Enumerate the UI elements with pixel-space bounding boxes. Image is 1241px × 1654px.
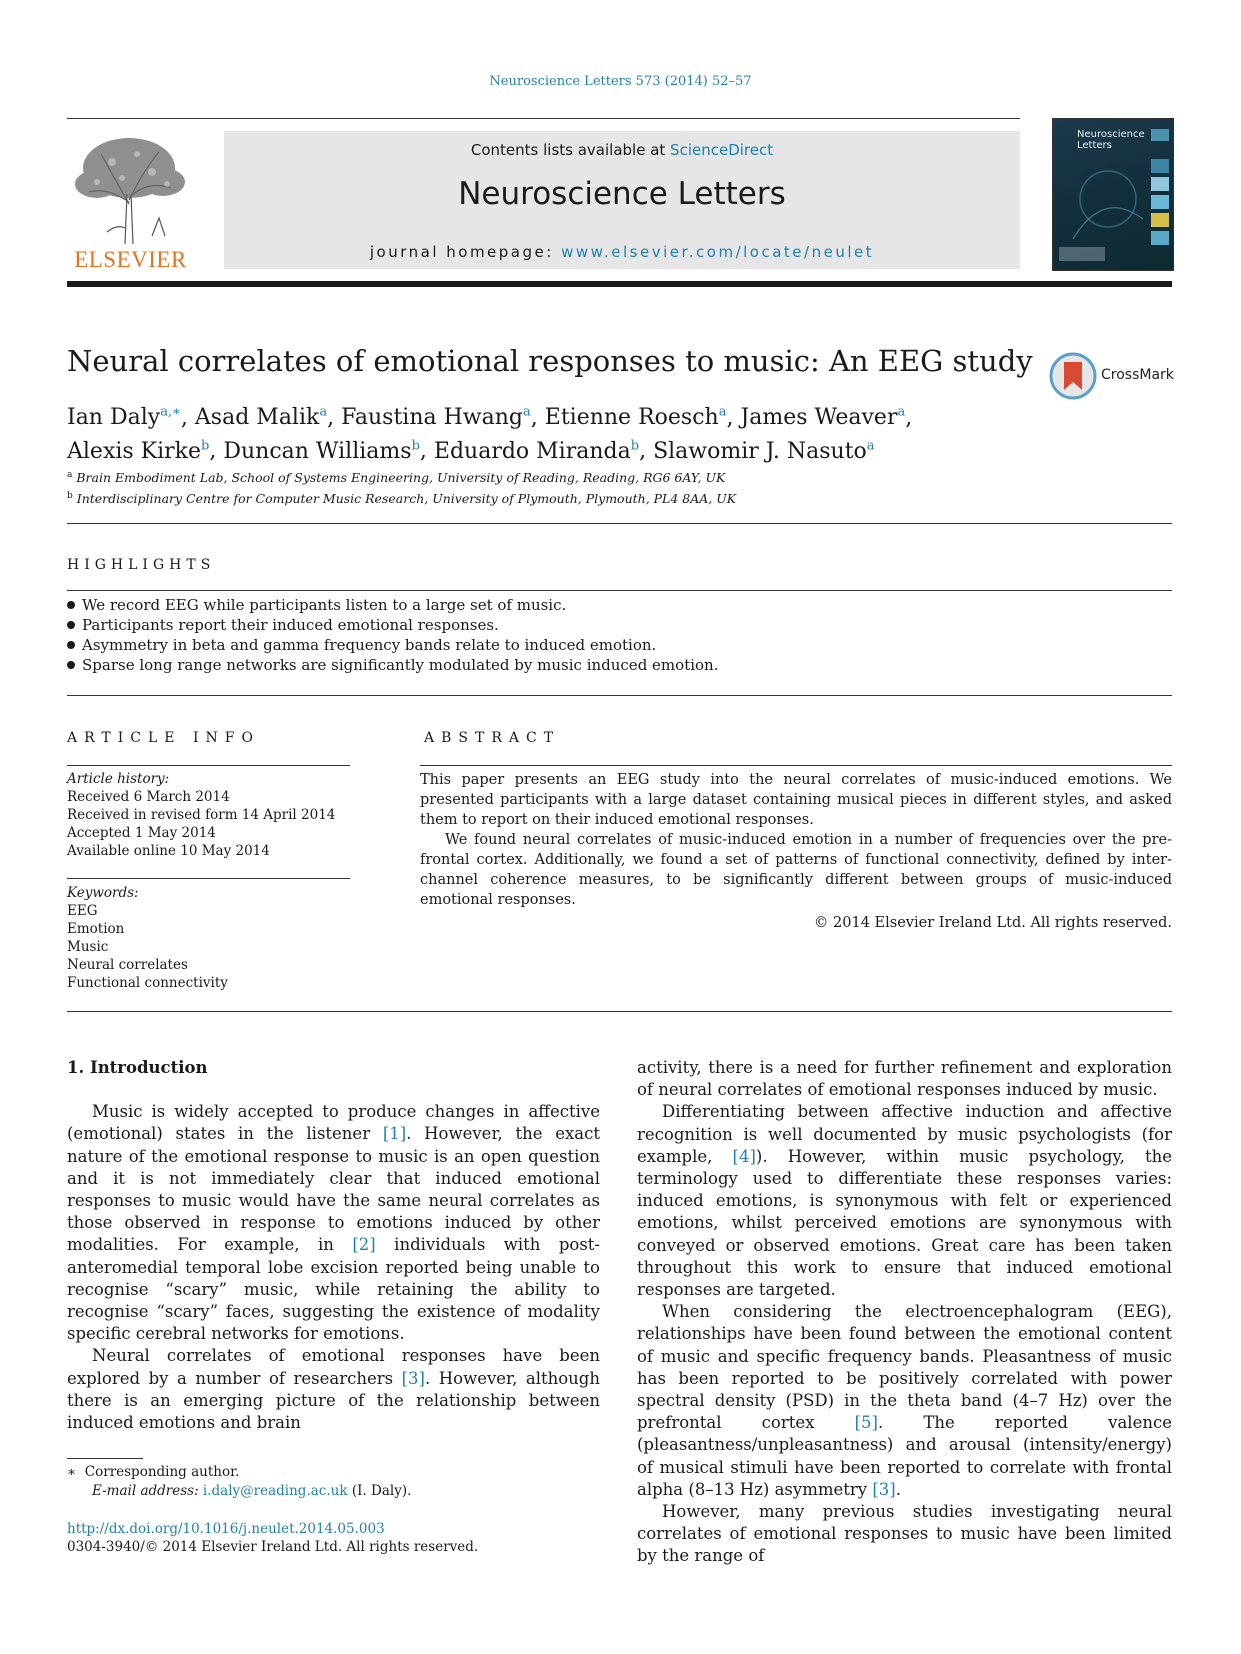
article-info-heading: ARTICLE INFO [67, 730, 260, 746]
keyword: Music [67, 939, 109, 955]
author[interactable]: Slawomir J. Nasuto$^a$ [653, 438, 875, 464]
affiliation: $^a$ Brain Embodiment Lab, School of Systems Engineering, University of Reading, Reading, RG6 6AY, UK [67, 470, 726, 486]
citation-link[interactable]: [5] [854, 1413, 878, 1433]
doi-block [67, 1520, 478, 1556]
history-entry: Received in revised form 14 April 2014 [67, 807, 336, 823]
author-list: Ian Daly$^{a,∗}$, Asad Malik$^a$, Faustina Hwang$^a$, Etienne Roesch$^a$, James Weaver$^a$, Alexis Kirke$^b$, Duncan Williams$^b$, Eduardo Miranda$^b$, Slawomir J. Nasuto$^a$ [67, 405, 913, 464]
highlight-item: Sparse long range networks are significantly modulated by music induced emotion. [67, 655, 1172, 675]
elsevier-wordmark: ELSEVIER [74, 247, 187, 272]
homepage-link[interactable]: www.elsevier.com/locate/neulet [561, 243, 875, 261]
homepage-line: journal homepage: www.elsevier.com/locate/neulet [369, 243, 875, 261]
divider [67, 695, 1172, 696]
citation-link[interactable]: [1] [382, 1124, 407, 1144]
article-title: Neural correlates of emotional responses to music: An EEG study [67, 344, 1033, 378]
affiliation: $^b$ Interdisciplinary Centre for Computer Music Research, University of Plymouth, Plymouth, PL4 8AA, UK [67, 491, 737, 507]
abstract-copyright: © 2014 Elsevier Ireland Ltd. All rights reserved. [813, 915, 1172, 931]
divider [67, 878, 350, 879]
issn-line: 0304-3940/© 2014 Elsevier Ireland Ltd. All rights reserved. [67, 1539, 479, 1555]
highlights-heading: HIGHLIGHTS [67, 557, 216, 573]
author[interactable]: Eduardo Miranda$^b$ [433, 438, 640, 464]
sciencedirect-link[interactable]: ScienceDirect [670, 141, 774, 159]
divider [67, 590, 1172, 591]
bullet-icon [67, 601, 75, 609]
crossmark-button[interactable] [1049, 352, 1173, 400]
divider [67, 765, 350, 766]
highlight-item: Asymmetry in beta and gamma frequency bands relate to induced emotion. [67, 635, 1172, 655]
section-heading: 1. Introduction [67, 1058, 208, 1077]
masthead-divider [67, 281, 1172, 287]
abstract-heading: ABSTRACT [424, 730, 561, 746]
abstract-paragraph: This paper presents an EEG study into the neural correlates of music-induced emotions. We presented participants with a large dataset containing musical pieces in different styles, and asked them to report on their induced emotional responses. [420, 772, 1172, 828]
abstract-paragraph: We found neural correlates of music-induced emotion in a number of frequencies over the pre-frontal cortex. Additionally, we found a set of patterns of functional connectivity, defined by inter-channel coherence measures, to be significantly different between groups of music-induced emotional responses. [420, 832, 1172, 908]
footnote: ∗ Corresponding author. E-mail address: i.daly@reading.ac.uk (I. Daly). [67, 1464, 412, 1499]
citation-link[interactable]: [3] [872, 1479, 896, 1499]
author[interactable]: Alexis Kirke$^b$ [67, 438, 210, 464]
divider [67, 523, 1172, 524]
body-paragraph: activity, there is a need for further refinement and exploration of neural correlates of emotional responses induced by music. [637, 1058, 1172, 1100]
author[interactable]: James Weaver$^a$ [740, 405, 906, 431]
doi-link[interactable]: http://dx.doi.org/10.1016/j.neulet.2014.05.003 [67, 1521, 385, 1537]
crossmark-label: CrossMark [1101, 367, 1174, 383]
footnote-rule [67, 1458, 143, 1459]
footnote-marker: ∗ [67, 1464, 77, 1480]
divider [420, 765, 1172, 766]
elsevier-tree-icon [67, 132, 194, 244]
crossmark-icon [1049, 352, 1097, 400]
bullet-icon [67, 661, 75, 669]
body-paragraph: However, many previous studies investigating neural correlates of emotional responses to music have been limited by the range of [637, 1502, 1172, 1566]
bullet-icon [67, 621, 75, 629]
email-link[interactable]: i.daly@reading.ac.uk [202, 1483, 348, 1499]
keyword: EEG [67, 903, 98, 919]
body-paragraph: Differentiating between affective induction and affective recognition is well documented by music psychologists (for example, [4]). However, within music psychology, the terminology used to differentiate these responses varies: induced emotions, is synonymous with felt or experienced emotions, whilst perceived emotions are synonymous with conveyed or observed emotions. Great care has been taken throughout this work to ensure that induced emotional responses are targeted. [637, 1102, 1172, 1300]
keywords [67, 884, 350, 992]
cover-title: Neuroscience Letters [1077, 129, 1145, 151]
contents-line: Contents lists available at ScienceDirect [470, 141, 774, 159]
keyword: Functional connectivity [67, 975, 228, 991]
body-paragraph: Neural correlates of emotional responses have been explored by a number of researchers [3]. However, although there is an emerging picture of the relationship between induced emotions and brain [67, 1346, 600, 1433]
highlights-list [67, 595, 1172, 675]
body-column-left [67, 1057, 600, 1434]
citation-link[interactable]: [2] [352, 1235, 376, 1255]
journal-name: Neuroscience Letters [458, 176, 786, 212]
author[interactable]: Ian Daly$^{a,∗}$ [67, 405, 181, 431]
author[interactable]: Duncan Williams$^b$ [223, 438, 420, 464]
highlight-item: We record EEG while participants listen to a large set of music. [67, 595, 1172, 615]
journal-reference-link[interactable]: Neuroscience Letters 573 (2014) 52–57 [489, 74, 752, 89]
body-column-right [637, 1057, 1172, 1568]
history-label: Article history: [67, 771, 170, 787]
citation-link[interactable]: [4] [732, 1146, 756, 1166]
keyword: Neural correlates [67, 957, 188, 973]
journal-cover-image [1052, 118, 1174, 271]
body-paragraph: Music is widely accepted to produce changes in affective (emotional) states in the listener [1]. However, the exact nature of the emotional response to music is an open question and it is not immediately clear that induced emotional responses to music would have the same neural correlates as those observed in response to emotions induced by other modalities. For example, in [2] individuals with post-anteromedial temporal lobe excision reported being unable to recognise “scary” music, while retaining the ability to recognise “scary” faces, suggesting the existence of modality specific cerebral networks for emotions. [67, 1102, 600, 1344]
author[interactable]: Faustina Hwang$^a$ [341, 405, 531, 431]
citation-link[interactable]: [3] [401, 1368, 425, 1388]
abstract-body [420, 770, 1172, 910]
bullet-icon [67, 641, 75, 649]
elsevier-logo [67, 132, 194, 273]
author[interactable]: Asad Malik$^a$ [194, 405, 328, 431]
history-entry: Received 6 March 2014 [67, 789, 230, 805]
article-history [67, 770, 350, 860]
highlight-item: Participants report their induced emotional responses. [67, 615, 1172, 635]
keywords-label: Keywords: [67, 885, 139, 901]
history-entry: Available online 10 May 2014 [67, 843, 270, 859]
history-entry: Accepted 1 May 2014 [67, 825, 216, 841]
author[interactable]: Etienne Roesch$^a$ [544, 405, 727, 431]
affiliations [67, 466, 736, 508]
journal-masthead [224, 131, 1020, 269]
header-rule [67, 118, 1020, 119]
cover-artwork [1053, 119, 1173, 270]
keyword: Emotion [67, 921, 125, 937]
body-paragraph: When considering the electroencephalogram (EEG), relationships have been found between the emotional content of music and specific frequency bands. Pleasantness of music has been reported to be positively correlated with power spectral density (PSD) in the theta band (4–7 Hz) over the prefrontal cortex [5]. The reported valence (pleasantness/unpleasantness) and arousal (intensity/energy) of musical stimuli have been reported to correlate with frontal alpha (8–13 Hz) asymmetry [3]. [637, 1302, 1172, 1499]
divider [67, 1011, 1172, 1012]
